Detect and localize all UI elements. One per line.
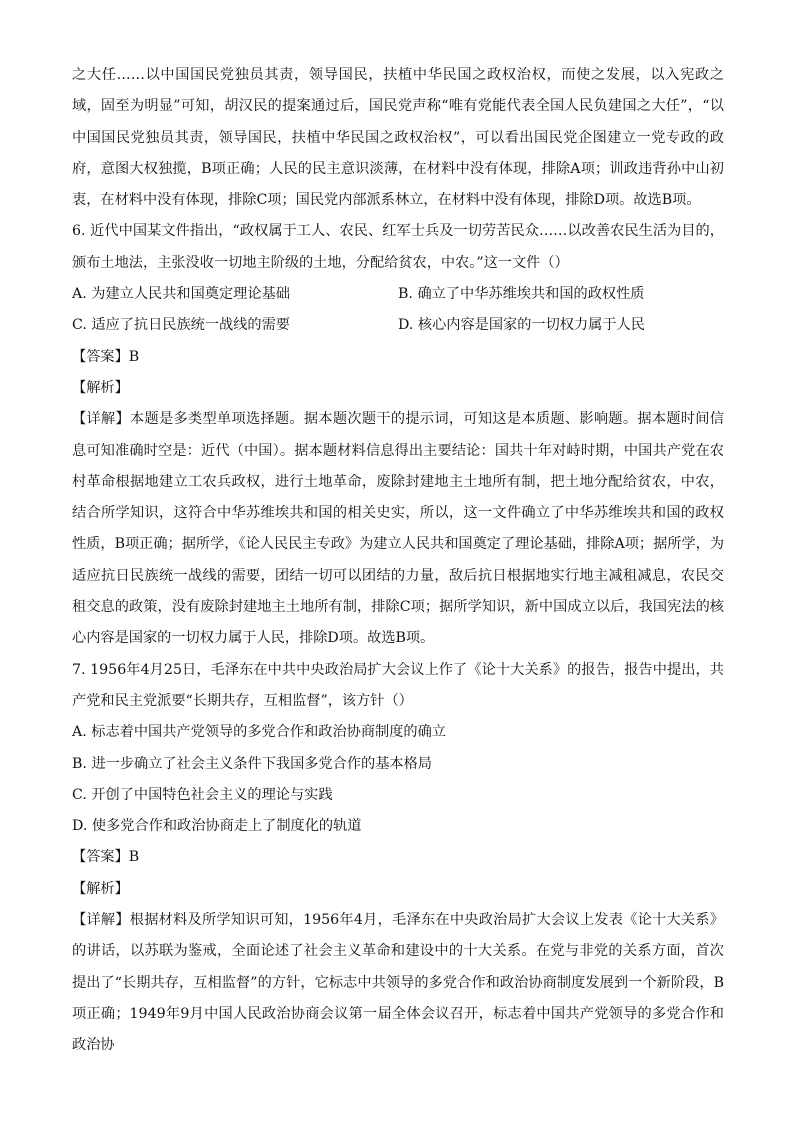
q7-detail: 【详解】根据材料及所学知识可知，1956年4月，毛泽东在中央政治局扩大会议上发表《论十大关系》的讲话，以苏联为鉴戒，全面论述了社会主义革命和建设中的十大关系。在党与非党的关系方面，首次提出了“长期共存，互相监督”的方针，它标志中共领导的多党合作和政治协商制度发展到一个新阶段，B项正确；1949年9月中国人民政治协商会议第一届全体会议召开，标志着中国共产党领导的多党合作和政治协 — [72, 912, 724, 1054]
q6-option-b[interactable]: B. 确立了中华苏维埃共和国的政权性质 — [398, 286, 645, 303]
q6-option-a[interactable]: A. 为建立人民共和国奠定理论基础 — [72, 286, 290, 303]
q6-detail: 【详解】本题是多类型单项选择题。据本题次题干的提示词，可知这是本质题、影响题。据本题时间信息可知准确时空是：近代（中国）。据本题材料信息得出主要结论：国共十年对峙时期，中国共产党在农村革命根据地建立工农兵政权，进行土地革命，废除封建地主土地所有制，把土地分配给贫农，中农，结合所学知识，这符合中华苏维埃共和国的相关史实，所以，这一文件确立了中华苏维埃共和国的政权性质，B项正确；据所学，《论人民民主专政》为建立人民共和国奠定了理论基础，排除A项；据所学，为适应抗日民族统一战线的需要，团结一切可以团结的力量，敌后抗日根据地实行地主减租减息，农民交租交息的政策，没有废除封建地主土地所有制，排除C项；据所学知识，新中国成立以后，我国宪法的核心内容是国家的一切权力属于人民，排除D项。故选B项。 — [72, 411, 725, 647]
q6-options-row-1 — [72, 279, 724, 310]
q7-answer: 【答案】B — [72, 849, 140, 866]
q6-answer: 【答案】B — [72, 348, 140, 365]
q6-option-c[interactable]: C. 适应了抗日民族统一战线的需要 — [72, 317, 290, 334]
q7-analysis-label: 【解析】 — [72, 880, 129, 897]
q7-option-c[interactable]: C. 开创了中国特色社会主义的理论与实践 — [72, 786, 333, 803]
q6-analysis-label: 【解析】 — [72, 379, 129, 396]
q6-stem: 6. 近代中国某文件指出，“政权属于工人、农民、红军士兵及一切劳苦民众……以改善农民生活为目的，颁布土地法，主张没收一切地主阶级的土地，分配给贫农，中农。”这一文件（） — [72, 223, 724, 271]
q7-stem: 7. 1956年4月25日，毛泽东在中共中央政治局扩大会议上作了《论十大关系》的报告，报告中提出，共产党和民主党派要“长期共存，互相监督”，该方针（） — [72, 661, 724, 709]
q7-option-a[interactable]: A. 标志着中国共产党领导的多党合作和政治协商制度的确立 — [72, 724, 446, 741]
q7-option-d[interactable]: D. 使多党合作和政治协商走上了制度化的轨道 — [72, 818, 362, 835]
q5-analysis-tail: 之大任……以中国国民党独员其责，领导国民，扶植中华民国之政权治权，而使之发展，以入宪政之域，固至为明显”可知，胡汉民的提案通过后，国民党声称“唯有党能代表全国人民负建国之大任”，“以中国国民党独员其责，领导国民，扶植中华民国之政权治权”，可以看出国民党企图建立一党专政的政府，意图大权独揽，B项正确；人民的民主意识淡薄，在材料中没有体现，排除A项；训政违背孙中山初衷，在材料中没有体现，排除C项；国民党内部派系林立，在材料中没有体现，排除D项。故选B项。 — [72, 67, 724, 209]
document-page — [72, 60, 724, 1062]
q6-option-d[interactable]: D. 核心内容是国家的一切权力属于人民 — [398, 317, 645, 334]
q6-options-row-2 — [72, 310, 724, 341]
q7-option-b[interactable]: B. 进一步确立了社会主义条件下我国多党合作的基本格局 — [72, 755, 432, 772]
